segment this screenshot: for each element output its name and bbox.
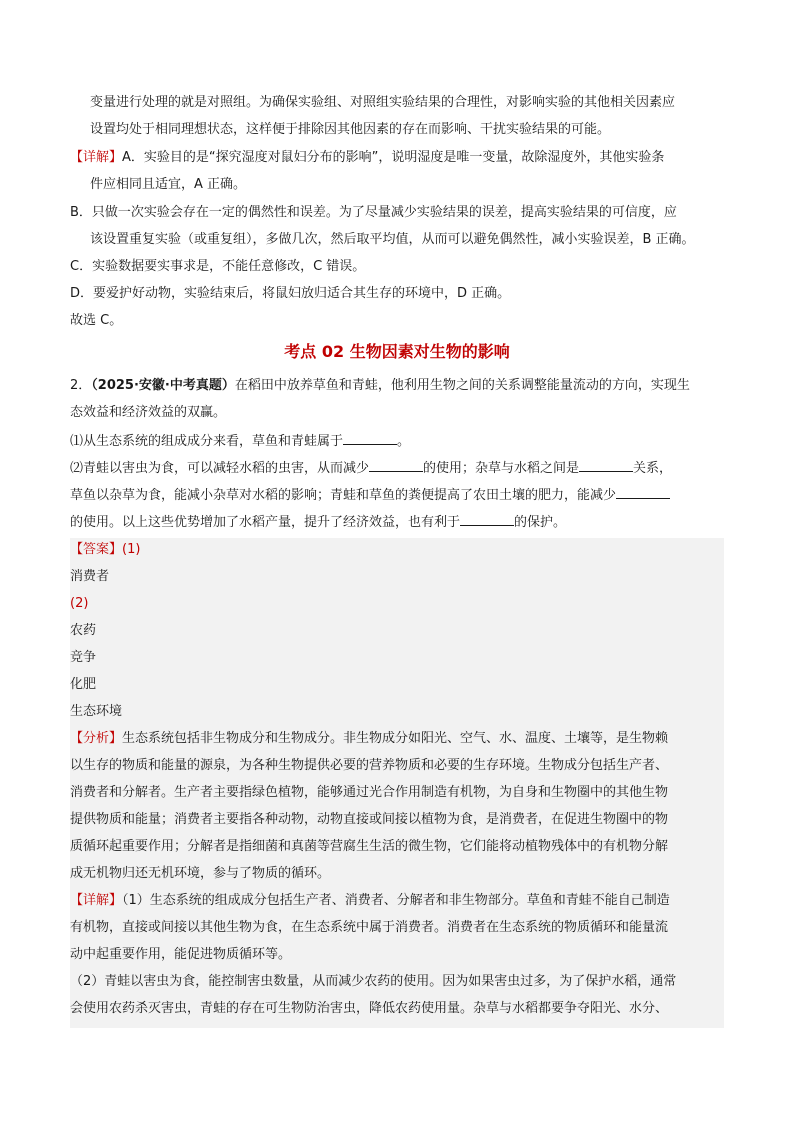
analysis-line-4: 提供物质和能量；消费者主要指各种动物，动物直接或间接以植物为食，是消费者，在促进生物圈中的物 xyxy=(70,812,669,827)
question-2-stem-line-1: 2．（2025·安徽·中考真题）在稻田中放养草鱼和青蛙，他利用生物之间的关系调整能量流动的方向，实现生 xyxy=(70,378,690,393)
analysis-line-2: 以生存的物质和能量的源泉，为各种生物提供必要的营养物质和必要的生存环境。生物成分包括生产者、 xyxy=(70,758,669,773)
answer-5: 生态环境 xyxy=(70,704,123,719)
answer-blank xyxy=(343,432,397,445)
answer-2: 农药 xyxy=(70,623,97,638)
answer-blank xyxy=(460,513,514,526)
answer-part-2-label: (2) xyxy=(70,596,89,611)
answer-blank xyxy=(369,459,423,472)
section-title: 考点 02 生物因素对生物的影响 xyxy=(284,342,510,361)
intro-line-1: 变量进行处理的就是对照组。为确保实验组、对照组实验结果的合理性，对影响实验的其他相关因素应 xyxy=(90,95,676,110)
answer-1: 消费者 xyxy=(70,569,110,584)
detail-2-line-5: 会使用农药杀灭害虫，青蛙的存在可生物防治害虫，降低农药使用量。杂草与水稻都要争夺阳光、水分、 xyxy=(70,1001,669,1016)
question-2-part-2-line-3: 的使用。以上这些优势增加了水稻产量，提升了经济效益，也有利于 的保护。 xyxy=(70,515,567,530)
detail-1-option-c: C．实验数据要实事求是，不能任意修改，C 错误。 xyxy=(70,259,366,274)
answer-header: 【答案】(1) xyxy=(70,542,141,557)
analysis-line-5: 质循环起重要作用；分解者是指细菌和真菌等营腐生生活的微生物，它们能将动植物残体中的有机物分解 xyxy=(70,839,669,854)
analysis-tag: 【分析】 xyxy=(70,731,123,746)
answer-blank xyxy=(616,486,670,499)
intro-line-2: 设置均处于相同理想状态，这样便于排除因其他因素的存在而影响、干扰实验结果的可能。 xyxy=(90,122,611,137)
answer-3: 竞争 xyxy=(70,650,97,665)
analysis-line-6: 成无机物归还无机环境，参与了物质的循环。 xyxy=(70,866,331,881)
question-2-part-2-line-1: ⑵青蛙以害虫为食，可以减轻水稻的虫害，从而减少 的使用；杂草与水稻之间是 关系， xyxy=(70,461,673,476)
detail-2-line-4: （2）青蛙以害虫为食，能控制害虫数量，从而减少农药的使用。因为如果害虫过多，为了保护水稻，通常 xyxy=(70,974,677,989)
detail-1-option-b-cont: 该设置重复实验（或重复组），多做几次，然后取平均值，从而可以避免偶然性，减小实验误差，B 正确。 xyxy=(90,232,695,247)
detail-2-line-2: 有机物，直接或间接以其他生物为食，在生态系统中属于消费者。消费者在生态系统的物质循环和能量流 xyxy=(70,920,669,935)
detail-tag: 【详解】 xyxy=(70,150,123,165)
detail-tag: 【详解】 xyxy=(70,893,123,908)
analysis-line-3: 消费者和分解者。生产者主要指绿色植物，能够通过光合作用制造有机物，为自身和生物圈中的其他生物 xyxy=(70,785,669,800)
analysis-line-1: 【分析】生态系统包括非生物成分和生物成分。非生物成分如阳光、空气、水、温度、土壤等，是生物赖 xyxy=(70,731,669,746)
question-2-part-1: ⑴从生态系统的组成成分来看，草鱼和青蛙属于 。 xyxy=(70,434,411,449)
answer-blank xyxy=(579,459,633,472)
question-source: （2025·安徽·中考真题） xyxy=(91,378,235,393)
detail-1-option-d: D．要爱护好动物，实验结束后，将鼠妇放归适合其生存的环境中，D 正确。 xyxy=(70,286,511,301)
detail-1-option-a-cont: 件应相同且适宜，A 正确。 xyxy=(90,177,247,192)
question-2-stem-line-2: 态效益和经济效益的双赢。 xyxy=(70,405,227,420)
detail-2-line-1: 【详解】（1）生态系统的组成成分包括生产者、消费者、分解者和非生物部分。草鱼和青蛙不能自己制造 xyxy=(70,893,670,908)
answer-tag: 【答案】 xyxy=(70,542,123,557)
detail-1-choice: 故选 C。 xyxy=(70,313,123,328)
detail-1-option-b: B．只做一次实验会存在一定的偶然性和误差。为了尽量减少实验结果的误差，提高实验结果的可信度，应 xyxy=(70,205,677,220)
question-2-part-2-line-2: 草鱼以杂草为食，能减小杂草对水稻的影响；青蛙和草鱼的粪便提高了农田土壤的肥力，能减少 xyxy=(70,486,670,505)
detail-1-option-a: 【详解】A．实验目的是“探究湿度对鼠妇分布的影响”，说明湿度是唯一变量，故除湿度外，其他实验条 xyxy=(70,150,665,165)
detail-2-line-3: 动中起重要作用，能促进物质循环等。 xyxy=(70,947,292,962)
answer-4: 化肥 xyxy=(70,677,97,692)
